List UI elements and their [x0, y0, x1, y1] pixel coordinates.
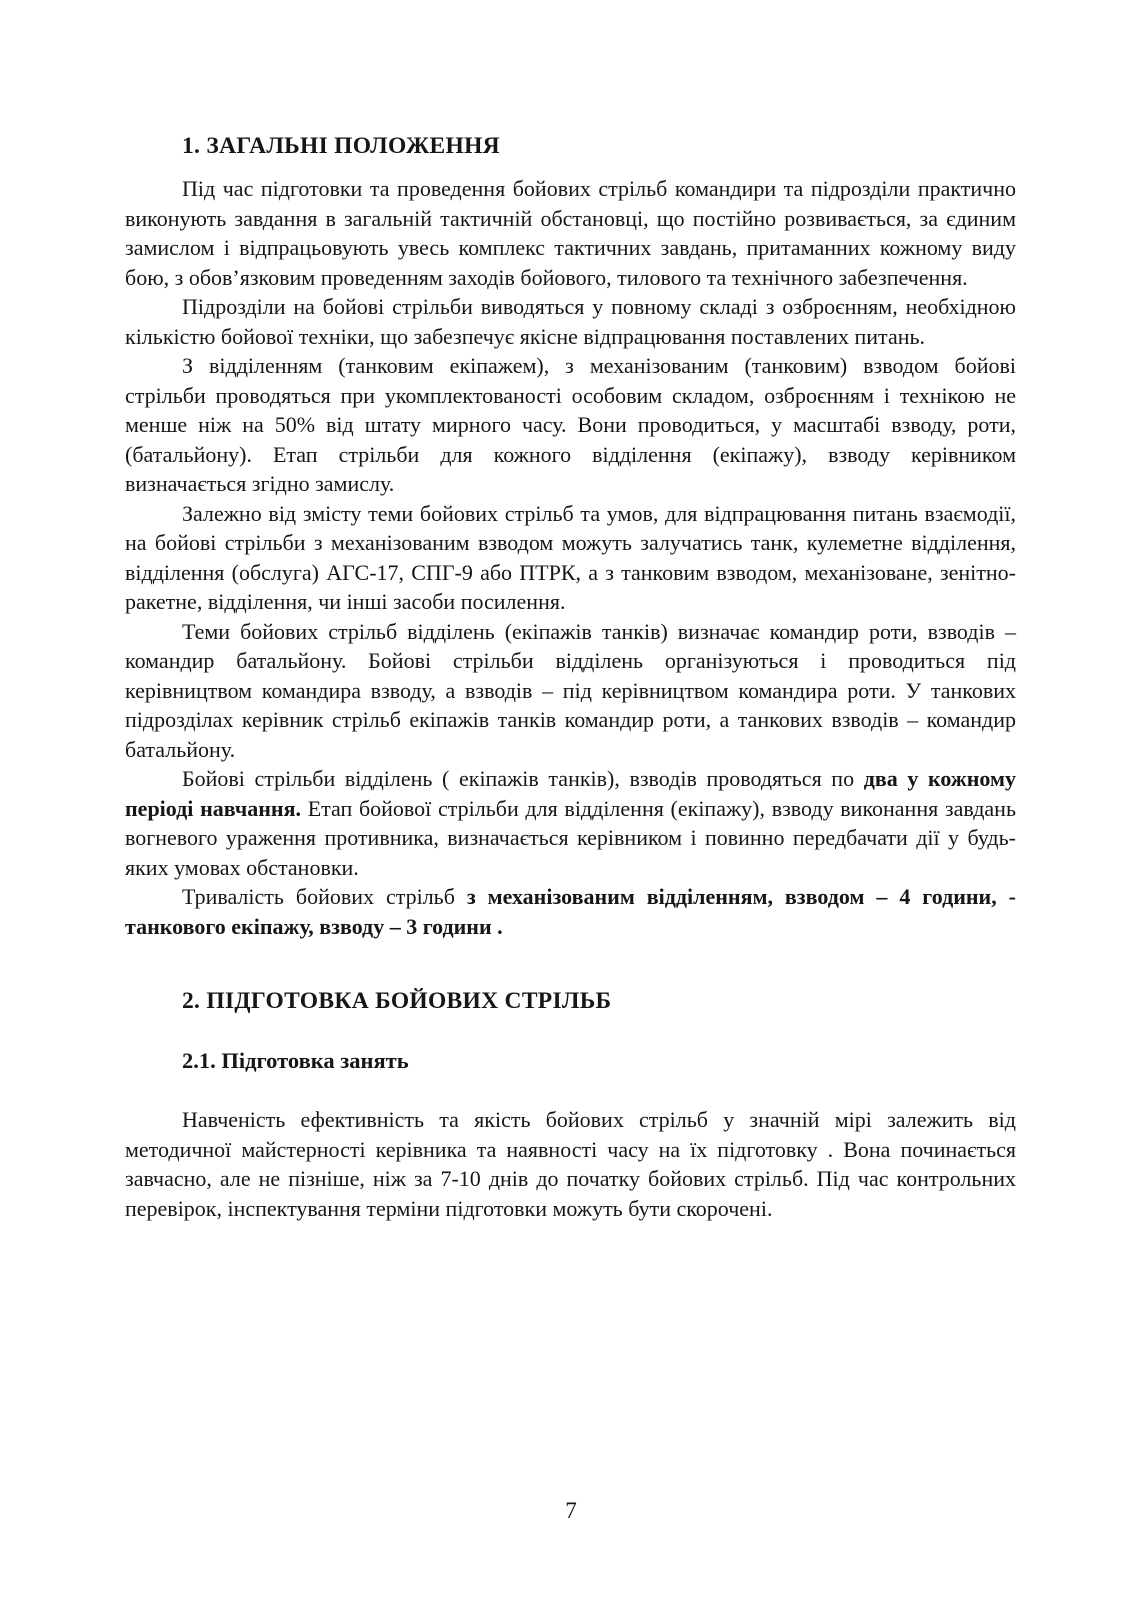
text-run: Тривалість бойових стрільб — [182, 884, 467, 909]
text-run: 2.1. Підготовка занять — [182, 1048, 409, 1073]
text-run: 2. ПІДГОТОВКА БОЙОВИХ СТРІЛЬБ — [182, 988, 612, 1014]
text-run: Етап бойової стрільби для відділення (екіпажу), взводу виконання завдань вогневого ураження противника, визначається керівником і повинно передбачати дії у будь-яких умовах обстановки. — [125, 795, 1016, 880]
paragraph — [125, 174, 1016, 292]
text-run: Навченість ефективність та якість бойових стрільб у значній мірі залежить від методичної майстерності керівника та наявності часу на їх підготовку . Вона починається завчасно, але не пізніше, ніж за 7-10 днів до початку бойових стрільб. Під час контрольних перевірок, інспектування терміни підготовки можуть бути скорочені. — [125, 1107, 1016, 1221]
section-2-1-heading — [125, 1046, 1016, 1076]
paragraph — [125, 617, 1016, 765]
text-run: Залежно від змісту теми бойових стрільб та умов, для відпрацювання питань взаємодії, на бойові стрільби з механізованим взводом можуть залучатись танк, кулеметне відділення, відділення (обслуга) АГС-17, СПГ-9 або ПТРК, а з танковим взводом, механізоване, зенітно-ракетне, відділення, чи інші засоби посилення. — [125, 500, 1016, 614]
paragraph — [125, 292, 1016, 351]
document-body — [125, 131, 1016, 1223]
text-run: Підрозділи на бойові стрільби виводяться у повному складі з озброєнням, необхідною кількістю бойової техніки, що забезпечує якісне відпрацювання поставлених питань. — [125, 294, 1016, 349]
text-run: 1. ЗАГАЛЬНІ ПОЛОЖЕННЯ — [182, 133, 500, 159]
paragraph — [125, 764, 1016, 882]
bold-text-run: два у кожному періоді навчання. — [125, 766, 1016, 821]
section-1-heading — [125, 131, 1016, 161]
section-2-heading — [125, 986, 1016, 1016]
text-run: Під час підготовки та проведення бойових стрільб командири та підрозділи практично виконують завдання в загальній тактичній обстановці, що постійно розвивається, за єдиним замислом і відпрацьовують увесь комплекс тактичних завдань, притаманних кожному виду бою, з обов’язковим проведенням заходів бойового, тилового та технічного забезпечення. — [125, 176, 1016, 290]
text-run: Теми бойових стрільб відділень (екіпажів танків) визначає командир роти, взводів – командир батальйону. Бойові стрільби відділень організуються і проводиться під керівництвом командира взводу, а взводів – під керівництвом командира роти. У танкових підрозділах керівник стрільб екіпажів танків командир роти, а танкових взводів – командир батальйону. — [125, 618, 1016, 762]
bold-text-run: з механізованим відділенням, взводом – 4 години, - танкового екіпажу, взводу – 3 години . — [125, 884, 1016, 939]
paragraph — [125, 499, 1016, 617]
paragraph — [125, 1105, 1016, 1223]
page-number: 7 — [565, 1498, 577, 1523]
text-run: Бойові стрільби відділень ( екіпажів танків), взводів проводяться по — [182, 766, 864, 791]
text-run: З відділенням (танковим екіпажем), з механізованим (танковим) взводом бойові стрільби проводяться при укомплектованості особовим складом, озброєнням і технікою не менше ніж на 50% від штату мирного часу. Вони проводиться, у масштабі взводу, роти, (батальйону). Етап стрільби для кожного відділення (екіпажу), взводу керівником визначається згідно замислу. — [125, 353, 1016, 496]
paragraph — [125, 882, 1016, 941]
paragraph — [125, 351, 1016, 499]
